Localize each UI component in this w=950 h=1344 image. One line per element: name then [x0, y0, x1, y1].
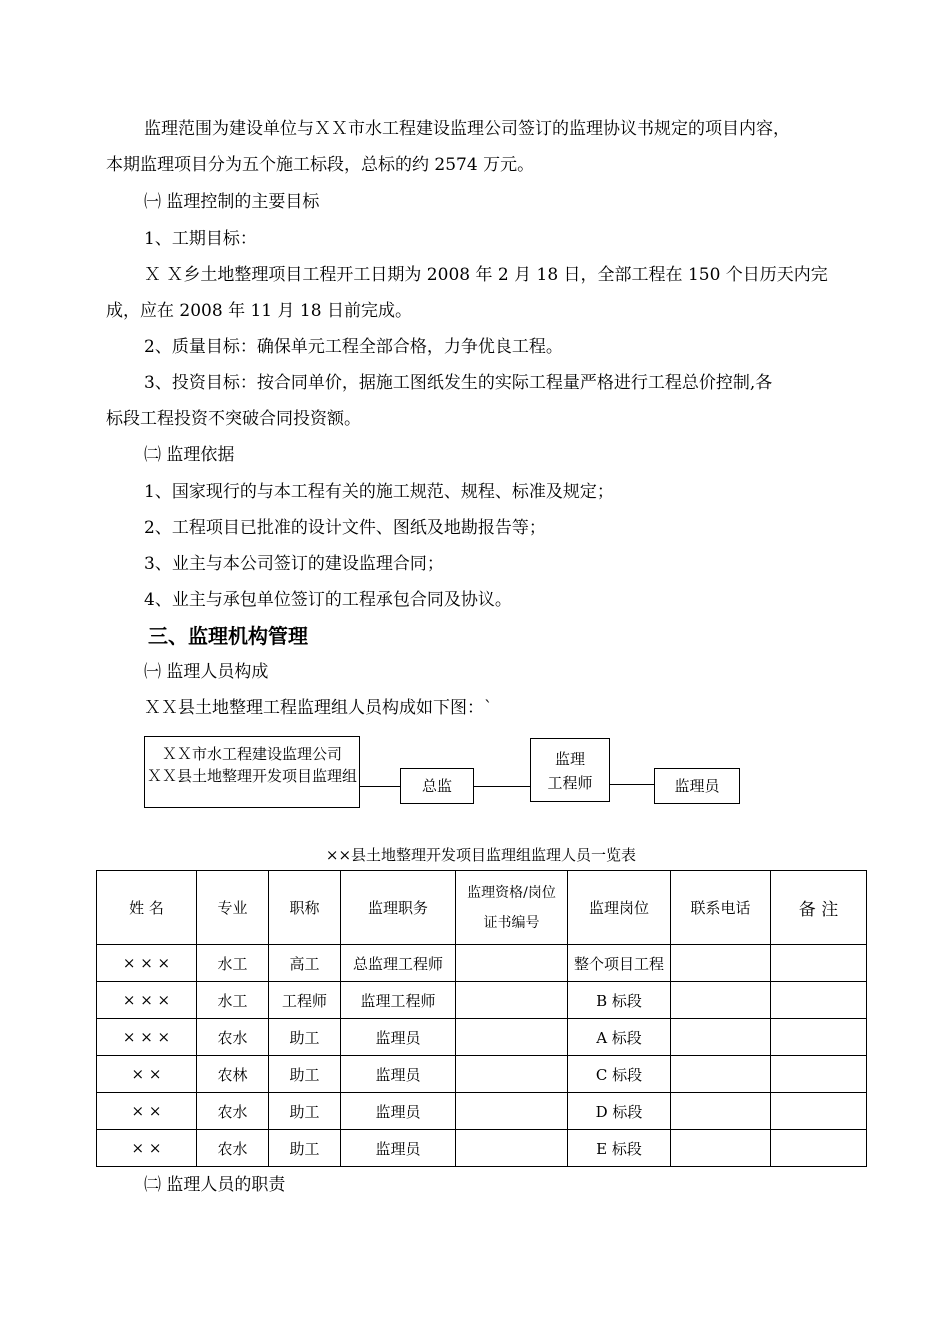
cell-title: 高工: [269, 945, 341, 982]
cell-name: × × ×: [97, 945, 197, 982]
header-cert-line2: 证书编号: [483, 914, 540, 931]
cell-remark: [771, 1130, 867, 1167]
org-chief-label: 总监: [421, 777, 452, 795]
cell-name: × ×: [97, 1056, 197, 1093]
cell-remark: [771, 945, 867, 982]
cell-phone: [671, 982, 771, 1019]
cell-major: 农水: [197, 1130, 269, 1167]
org-engineer-line1: 监理: [554, 750, 585, 768]
cell-phone: [671, 1130, 771, 1167]
section-title-staff: ㈠ 监理人员构成: [144, 662, 269, 682]
header-remark: 备 注: [771, 871, 867, 945]
header-phone: 联系电话: [671, 871, 771, 945]
cell-remark: [771, 1093, 867, 1130]
org-company-box: [144, 736, 360, 808]
goal-schedule-line1: Ｘ Ｘ乡土地整理项目工程开工日期为 2008 年 2 月 18 日，全部工程在 150 个日历天内完: [144, 265, 828, 285]
cell-cert: [456, 1056, 568, 1093]
goal-schedule-line2: 成，应在 2008 年 11 月 18 日前完成。: [106, 301, 412, 321]
cell-post: A 标段: [568, 1019, 671, 1056]
org-inspector-box: [654, 768, 740, 804]
org-connector-2: [474, 786, 530, 787]
cell-name: × × ×: [97, 982, 197, 1019]
staff-table: [96, 870, 867, 1167]
cell-duty: 监理员: [341, 1056, 456, 1093]
cell-name: × ×: [97, 1130, 197, 1167]
cell-phone: [671, 1093, 771, 1130]
cell-major: 水工: [197, 945, 269, 982]
staff-table-caption: ××县土地整理开发项目监理组监理人员一览表: [325, 846, 637, 864]
table-row: [97, 1019, 867, 1056]
cell-phone: [671, 1019, 771, 1056]
goal-investment-line2: 标段工程投资不突破合同投资额。: [106, 409, 361, 429]
cell-major: 农水: [197, 1093, 269, 1130]
goal-investment-line1: 3、投资目标：按合同单价，据施工图纸发生的实际工程量严格进行工程总价控制,各: [144, 373, 773, 393]
org-company-line1: ＸＸ市水工程建设监理公司: [161, 745, 342, 763]
cell-phone: [671, 1056, 771, 1093]
cell-major: 水工: [197, 982, 269, 1019]
section-title-control-goals: ㈠ 监理控制的主要目标: [144, 192, 320, 212]
scope-paragraph-line2: 本期监理项目分为五个施工标段，总标的约 2574 万元。: [106, 155, 535, 175]
cell-cert: [456, 1019, 568, 1056]
staff-table-header-row: [97, 871, 867, 945]
section-title-basis: ㈡ 监理依据: [144, 445, 235, 465]
cell-title: 助工: [269, 1019, 341, 1056]
org-chief-box: [400, 768, 474, 804]
header-name: 姓 名: [97, 871, 197, 945]
org-connector-3: [610, 784, 654, 785]
org-engineer-line2: 工程师: [547, 774, 593, 792]
cell-post: B 标段: [568, 982, 671, 1019]
goal-schedule-title: 1、工期目标：: [144, 229, 257, 249]
cell-cert: [456, 1093, 568, 1130]
cell-title: 助工: [269, 1093, 341, 1130]
basis-item-2: 2、工程项目已批准的设计文件、图纸及地勘报告等；: [144, 518, 546, 538]
cell-post: D 标段: [568, 1093, 671, 1130]
cell-duty: 监理员: [341, 1019, 456, 1056]
cell-post: 整个项目工程: [568, 945, 671, 982]
table-row: [97, 982, 867, 1019]
table-row: [97, 945, 867, 982]
cell-cert: [456, 945, 568, 982]
header-major: 专业: [197, 871, 269, 945]
table-row: [97, 1056, 867, 1093]
header-cert-line1: 监理资格/岗位: [467, 884, 556, 901]
table-row: [97, 1093, 867, 1130]
cell-cert: [456, 982, 568, 1019]
section-title-duties: ㈡ 监理人员的职责: [144, 1175, 286, 1195]
table-row: [97, 1130, 867, 1167]
cell-duty: 总监理工程师: [341, 945, 456, 982]
goal-quality: 2、质量目标：确保单元工程全部合格，力争优良工程。: [144, 337, 563, 357]
cell-duty: 监理员: [341, 1093, 456, 1130]
org-connector-1: [360, 786, 400, 787]
scope-paragraph-line1: 监理范围为建设单位与ＸＸ市水工程建设监理公司签订的监理协议书规定的项目内容，: [144, 119, 790, 139]
cell-duty: 监理工程师: [341, 982, 456, 1019]
cell-title: 助工: [269, 1056, 341, 1093]
cell-name: × ×: [97, 1093, 197, 1130]
basis-item-1: 1、国家现行的与本工程有关的施工规范、规程、标准及规定；: [144, 482, 614, 502]
header-cert: [456, 871, 568, 945]
cell-name: × × ×: [97, 1019, 197, 1056]
cell-phone: [671, 945, 771, 982]
cell-major: 农林: [197, 1056, 269, 1093]
chapter-heading: 三、监理机构管理: [148, 624, 308, 648]
cell-cert: [456, 1130, 568, 1167]
header-title: 职称: [269, 871, 341, 945]
cell-remark: [771, 1019, 867, 1056]
org-chart-intro: ＸＸ县土地整理工程监理组人员构成如下图：`: [144, 698, 493, 718]
basis-item-3: 3、业主与本公司签订的建设监理合同；: [144, 554, 444, 574]
cell-post: E 标段: [568, 1130, 671, 1167]
cell-post: C 标段: [568, 1056, 671, 1093]
cell-remark: [771, 1056, 867, 1093]
cell-major: 农水: [197, 1019, 269, 1056]
cell-duty: 监理员: [341, 1130, 456, 1167]
cell-title: 助工: [269, 1130, 341, 1167]
basis-item-4: 4、业主与承包单位签订的工程承包合同及协议。: [144, 590, 512, 610]
cell-remark: [771, 982, 867, 1019]
org-inspector-label: 监理员: [674, 777, 720, 795]
header-post: 监理岗位: [568, 871, 671, 945]
cell-title: 工程师: [269, 982, 341, 1019]
header-duty: 监理职务: [341, 871, 456, 945]
org-company-line2: ＸＸ县土地整理开发项目监理组: [146, 767, 357, 785]
org-engineer-box: [530, 738, 610, 802]
